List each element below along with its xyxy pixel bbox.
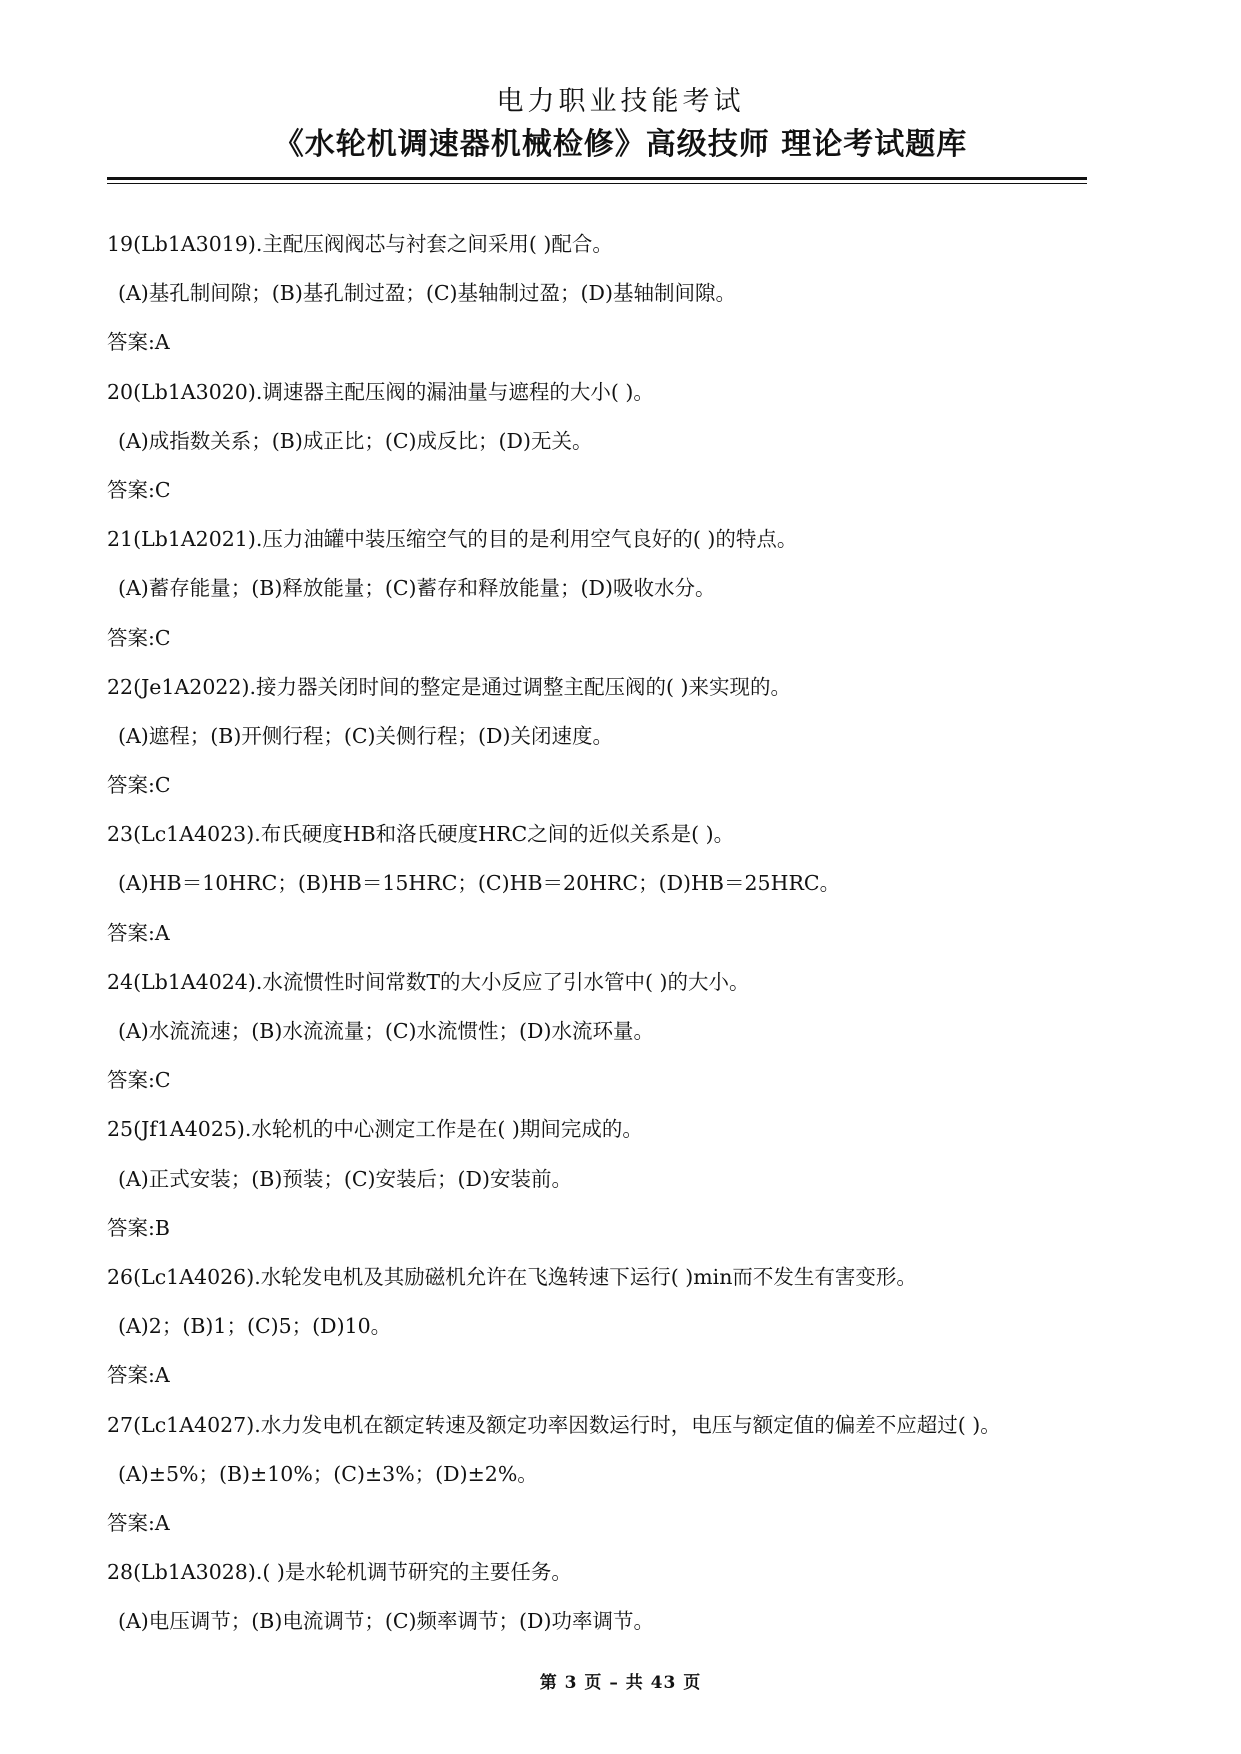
- question-answer: 答案:A: [107, 1363, 170, 1388]
- question-text: 27(Lc1A4027).水力发电机在额定转速及额定功率因数运行时，电压与额定值的偏差不应超过( )。: [107, 1412, 1001, 1437]
- question-options: (A)水流流速；(B)水流流量；(C)水流惯性；(D)水流环量。: [118, 1019, 654, 1043]
- question-text: 22(Je1A2022).接力器关闭时间的整定是通过调整主配压阀的( )来实现的。: [107, 674, 791, 699]
- question-text: 20(Lb1A3020).调速器主配压阀的漏油量与遮程的大小( )。: [107, 379, 654, 404]
- question-answer: 答案:A: [107, 1510, 170, 1535]
- question-answer: 答案:C: [107, 1068, 171, 1093]
- question-answer: 答案:A: [107, 920, 170, 945]
- question-text: 24(Lb1A4024).水流惯性时间常数T的大小反应了引水管中( )的大小。: [107, 969, 750, 994]
- question-answer: 答案:C: [107, 773, 171, 798]
- question-answer: 答案:B: [107, 1215, 170, 1240]
- question-options: (A)基孔制间隙；(B)基孔制过盈；(C)基轴制过盈；(D)基轴制间隙。: [118, 281, 736, 306]
- question-options: (A)成指数关系；(B)成正比；(C)成反比；(D)无关。: [118, 428, 593, 453]
- question-text: 25(Jf1A4025).水轮机的中心测定工作是在( )期间完成的。: [107, 1117, 643, 1142]
- question-text: 26(Lc1A4026).水轮发电机及其励磁机允许在飞逸转速下运行( )min而不发生有害变形。: [107, 1264, 917, 1289]
- question-options: (A)电压调节；(B)电流调节；(C)频率调节；(D)功率调节。: [118, 1609, 654, 1634]
- question-answer: 答案:C: [107, 625, 171, 650]
- header-subtitle: 《水轮机调速器机械检修》高级技师 理论考试题库: [273, 127, 968, 162]
- question-options: (A)2；(B)1；(C)5；(D)10。: [118, 1314, 392, 1339]
- question-list: [107, 220, 1097, 1646]
- question-options: (A)遮程；(B)开侧行程；(C)关侧行程；(D)关闭速度。: [118, 723, 613, 748]
- question-answer: 答案:A: [107, 330, 170, 355]
- page-number: 第 3 页 – 共 43 页: [539, 1673, 702, 1693]
- question-options: (A)正式安装；(B)预装；(C)安装后；(D)安装前。: [118, 1166, 572, 1191]
- question-text: 28(Lb1A3028).( )是水轮机调节研究的主要任务。: [107, 1560, 572, 1585]
- question-text: 21(Lb1A2021).压力油罐中装压缩空气的目的是利用空气良好的( )的特点。: [107, 527, 798, 552]
- header-title: 电力职业技能考试: [496, 86, 745, 117]
- question-options: (A)±5%；(B)±10%；(C)±3%；(D)±2%。: [118, 1461, 538, 1486]
- header-rule-thick: [107, 177, 1087, 180]
- question-text: 23(Lc1A4023).布氏硬度HB和洛氏硬度HRC之间的近似关系是( )。: [107, 822, 735, 847]
- question-options: (A)HB＝10HRC；(B)HB＝15HRC；(C)HB＝20HRC；(D)HB＝25HRC。: [118, 871, 841, 896]
- header-rule-thin: [107, 183, 1087, 184]
- page-header: [0, 84, 1241, 166]
- question-answer: 答案:C: [107, 477, 171, 502]
- question-text: 19(Lb1A3019).主配压阀阀芯与衬套之间采用( )配合。: [107, 232, 613, 256]
- question-options: (A)蓄存能量；(B)释放能量；(C)蓄存和释放能量；(D)吸收水分。: [118, 576, 716, 601]
